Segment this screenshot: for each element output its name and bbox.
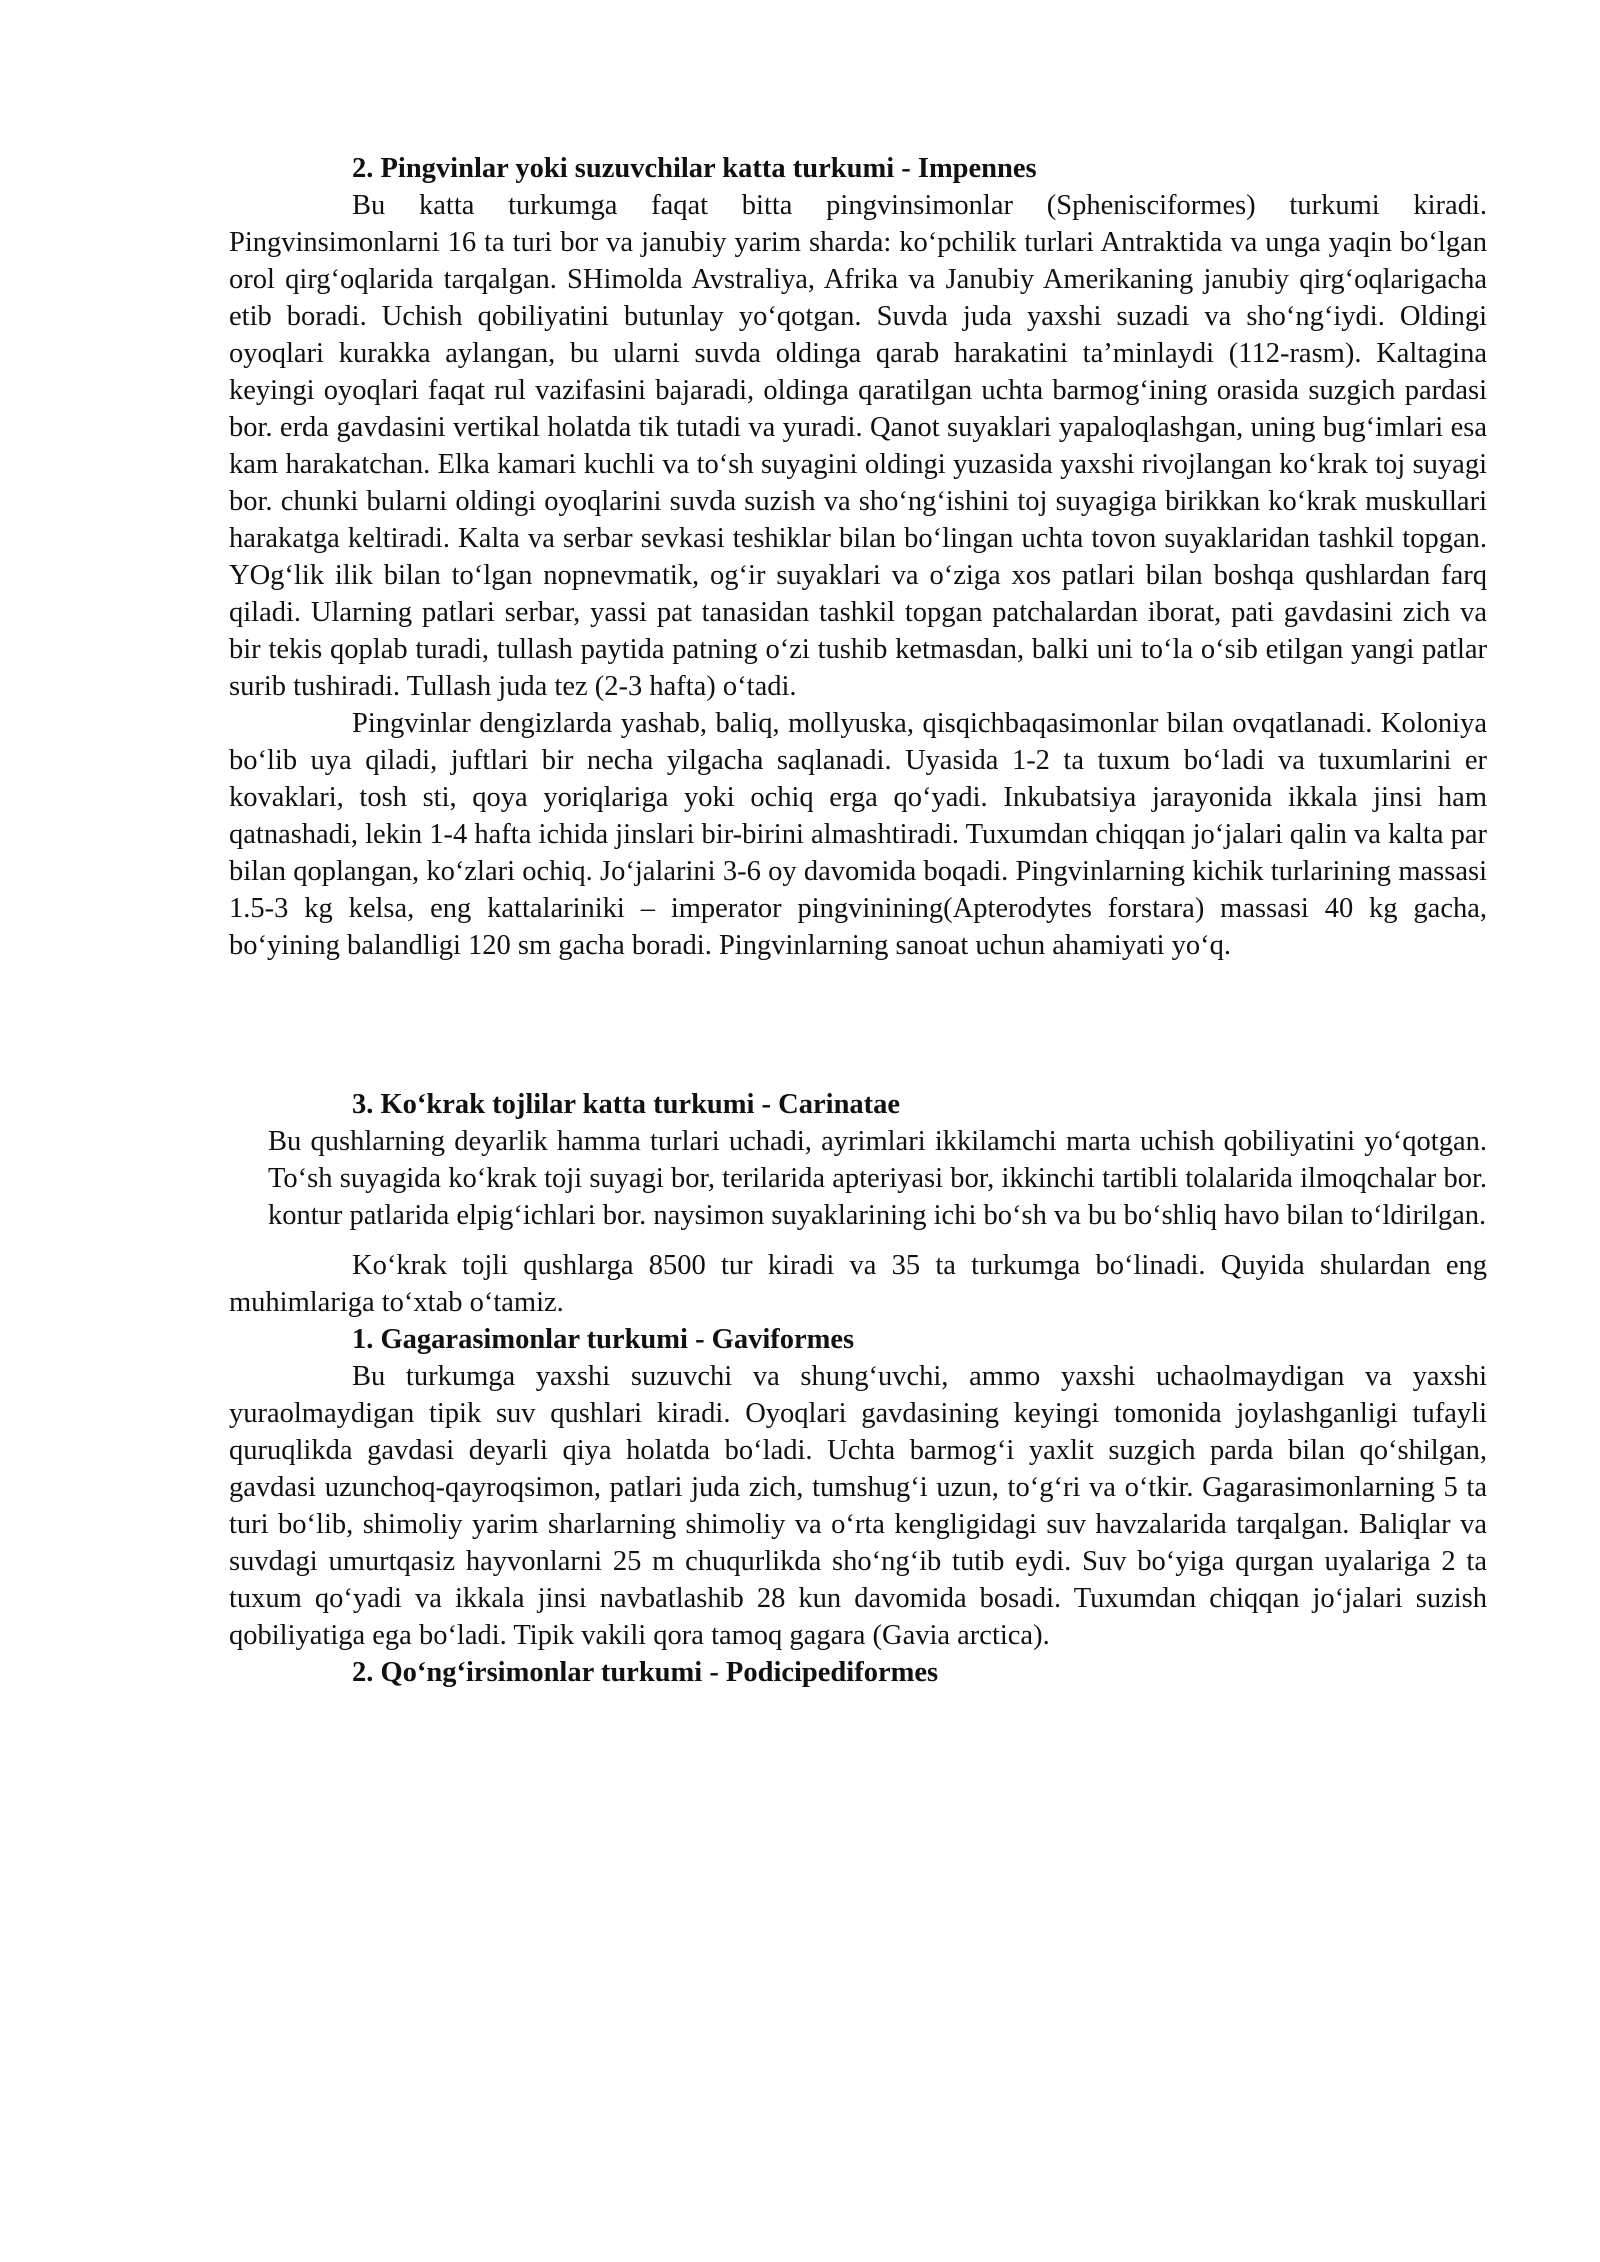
paragraph-penguin-ecology: Pingvinlar dengizlarda yashab, baliq, mollyuska, qisqichbaqasimonlar bilan ovqatlanadi. Koloniya bo‘lib uya qiladi, juftlari bir necha yilgacha saqlanadi. Uyasida 1-2 ta tuxum bo‘ladi va tuxumlarini er kovaklari, tosh sti, qoya yoriqlariga yoki ochiq erga qo‘yadi. Inkubatsiya jarayonida ikkala jinsi ham qatnashadi, lekin 1-4 hafta ichida jinslari bir-birini almashtiradi. Tuxumdan chiqqan jo‘jalari qalin va kalta par bilan qoplangan, ko‘zlari ochiq. Jo‘jalarini 3-6 oy davomida boqadi. Pingvinlarning kichik turlarining massasi 1.5-3 kg kelsa, eng kattalariniki – imperator pingvinining(Apterodytes forstara) massasi 40 kg gacha, bo‘yining balandligi 120 sm gacha boradi. Pingvinlarning sanoat uchun ahamiyati yo‘q.	[229, 708, 1487, 961]
paragraph-impennes-description: Bu katta turkumga faqat bitta pingvinsimonlar (Sphenisciformes) turkumi kiradi. Pingvinsimonlarni 16 ta turi bor va janubiy yarim sharda: ko‘pchilik turlari Antraktida va unga yaqin bo‘lgan orol qirg‘oqlarida tarqalgan. SHimolda Avstraliya, Afrika va Janubiy Amerikaning janubiy qirg‘oqlarigacha etib boradi. Uchish qobiliyatini butunlay yo‘qotgan. Suvda juda yaxshi suzadi va sho‘ng‘iydi. Oldingi oyoqlari kurakka aylangan, bu ularni suvda oldinga qarab harakatini ta’minlaydi (112-rasm). Kaltagina keyingi oyoqlari faqat rul vazifasini bajaradi, oldinga qaratilgan uchta barmog‘ining orasida suzgich pardasi bor. erda gavdasini vertikal holatda tik tutadi va yuradi. Qanot suyaklari yapaloqlashgan, uning bug‘imlari esa kam harakatchan. Elka kamari kuchli va to‘sh suyagini oldingi yuzasida yaxshi rivojlangan ko‘krak toj suyagi bor. chunki bularni oldingi oyoqlarini suvda suzish va sho‘ng‘ishini toj suyagiga birikkan ko‘krak muskullari harakatga keltiradi. Kalta va serbar sevkasi teshiklar bilan bo‘lingan uchta tovon suyaklaridan tashkil topgan. YOg‘lik ilik bilan to‘lgan nopnevmatik, og‘ir suyaklari va o‘ziga xos patlari bilan boshqa qushlardan farq qiladi. Ularning patlari serbar, yassi pat tanasidan tashkil topgan patchalardan iborat, pati gavdasini zich va bir tekis qoplab turadi, tullash paytida patning o‘zi tushib ketmasdan, balki uni to‘la o‘sib etilgan yangi patlar surib tushiradi. Tullash juda tez (2-3 hafta) o‘tadi.	[229, 190, 1487, 702]
paragraph-carinatae-intro: Bu qushlarning deyarlik hamma turlari uchadi, ayrimlari ikkilamchi marta uchish qobiliyatini yo‘qotgan. To‘sh suyagida ko‘krak toji suyagi bor, terilarida apteriyasi bor, ikkinchi tartibli tolalarida ilmoqchalar bor. kontur patlarida elpig‘ichlari bor. naysimon suyaklarining ichi bo‘sh va bu bo‘shliq havo bilan to‘ldirilgan.	[268, 1126, 1487, 1231]
document-page	[229, 150, 1487, 1691]
section-heading-gaviiformes: 1. Gagarasimonlar turkumi - Gaviformes	[352, 1324, 855, 1355]
paragraph-spacer	[229, 1234, 1487, 1247]
section-heading-podicipediformes: 2. Qo‘ng‘irsimonlar turkumi - Podicipediformes	[352, 1657, 939, 1688]
paragraph-gaviiformes-description: Bu turkumga yaxshi suzuvchi va shung‘uvchi, ammo yaxshi uchaolmaydigan va yaxshi yuraolmaydigan tipik suv qushlari kiradi. Oyoqlari gavdasining keyingi tomonida joylashganligi tufayli quruqlikda gavdasi deyarli qiya holatda bo‘ladi. Uchta barmog‘i yaxlit suzgich parda bilan qo‘shilgan, gavdasi uzunchoq-qayroqsimon, patlari juda zich, tumshug‘i uzun, to‘g‘ri va o‘tkir. Gagarasimonlarning 5 ta turi bo‘lib, shimoliy yarim sharlarning shimoliy va o‘rta kengligidagi suv havzalarida tarqalgan. Baliqlar va suvdagi umurtqasiz hayvonlarni 25 m chuqurlikda sho‘ng‘ib tutib eydi. Suv bo‘yiga qurgan uyalariga 2 ta tuxum qo‘yadi va ikkala jinsi navbatlashib 28 kun davomida bosadi. Tuxumdan chiqqan jo‘jalari suzish qobiliyatiga ega bo‘ladi. Tipik vakili qora tamoq gagara (Gavia arctica).	[229, 1361, 1487, 1651]
paragraph-carinatae-count: Ko‘krak tojli qushlarga 8500 tur kiradi va 35 ta turkumga bo‘linadi. Quyida shulardan eng muhimlariga to‘xtab o‘tamiz.	[229, 1250, 1487, 1318]
section-spacer	[229, 964, 1487, 1086]
section-heading-carinatae: 3. Ko‘krak tojlilar katta turkumi - Carinatae	[352, 1089, 901, 1120]
section-heading-impennes: 2. Pingvinlar yoki suzuvchilar katta turkumi - Impennes	[352, 153, 1037, 184]
